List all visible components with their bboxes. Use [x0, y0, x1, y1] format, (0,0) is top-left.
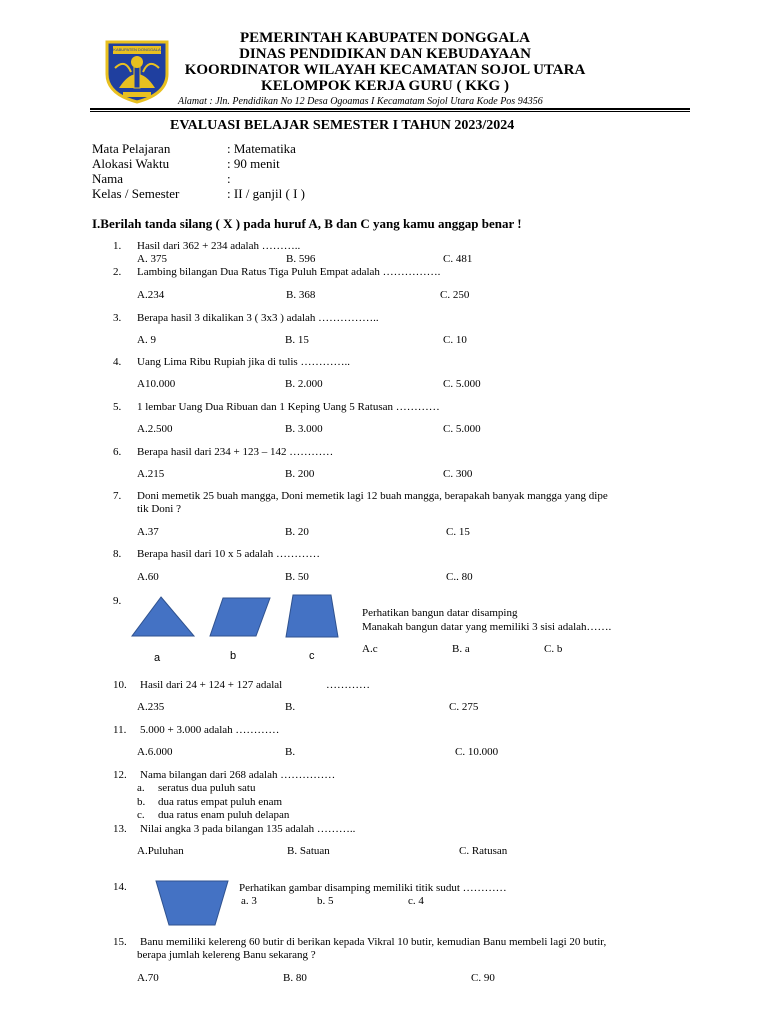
- option-c: C. 15: [446, 526, 470, 538]
- question-text: Banu memiliki kelereng 60 butir di berikan kepada Vikral 10 butir, kemudian Banu membeli lagi 20 butir,: [140, 936, 607, 948]
- option-c: C. 10.000: [455, 746, 499, 758]
- shape-label-a: a: [154, 652, 161, 664]
- option-a: A10.000: [137, 378, 176, 390]
- question-text-tail: …………: [326, 679, 370, 691]
- info-label-class: Kelas / Semester: [92, 186, 180, 201]
- info-value-class: : II / ganjil ( I ): [227, 186, 305, 201]
- option-c: c. 4: [408, 895, 424, 907]
- sub-option-letter: a.: [137, 782, 145, 794]
- parallelogram-shape: [209, 597, 271, 637]
- header-line-2: DINAS PENDIDIKAN DAN KEBUDAYAAN: [239, 46, 531, 62]
- shape-label-c: c: [309, 650, 315, 662]
- question-number: 5.: [113, 401, 122, 413]
- sub-option-text: dua ratus empat puluh enam: [158, 796, 283, 808]
- option-c: C. Ratusan: [459, 845, 508, 857]
- question-number: 13.: [113, 823, 127, 835]
- option-b: B. 2.000: [285, 378, 323, 390]
- option-a: a. 3: [241, 895, 257, 907]
- option-b: B. Satuan: [287, 845, 330, 857]
- option-c: C. 90: [471, 972, 495, 984]
- triangle-shape: [131, 596, 195, 638]
- question-number: 7.: [113, 490, 122, 502]
- question-text: Hasil dari 362 + 234 adalah ………..: [137, 240, 301, 252]
- question-number: 11.: [113, 724, 127, 736]
- option-a: A.215: [137, 468, 165, 480]
- option-c: C. b: [544, 643, 563, 655]
- question-number: 9.: [113, 595, 122, 607]
- trapezoid-shape: [285, 594, 339, 638]
- question-text: Berapa hasil 3 dikalikan 3 ( 3x3 ) adalah ……………..: [137, 312, 379, 324]
- option-a: A. 9: [137, 334, 156, 346]
- question-number: 10.: [113, 679, 127, 691]
- header-line-4: KELOMPOK KERJA GURU ( KKG ): [261, 78, 509, 94]
- question-text-continued: berapa jumlah kelereng Banu sekarang ?: [137, 949, 316, 961]
- info-label-name: Nama: [92, 171, 124, 186]
- question-text-continued: Manakah bangun datar yang memiliki 3 sisi adalah…….: [362, 621, 612, 633]
- option-c: C. 10: [443, 334, 467, 346]
- exam-title: EVALUASI BELAJAR SEMESTER I TAHUN 2023/2024: [170, 118, 515, 133]
- question-number: 6.: [113, 446, 122, 458]
- option-b: B. 596: [286, 253, 316, 265]
- option-c: C. 275: [449, 701, 479, 713]
- option-a: A.2.500: [137, 423, 173, 435]
- option-b: B.: [285, 746, 296, 758]
- question-text: Nilai angka 3 pada bilangan 135 adalah ………..: [140, 823, 356, 835]
- question-text: 1 lembar Uang Dua Ribuan dan 1 Keping Uang 5 Ratusan …………: [137, 401, 440, 413]
- question-text: Berapa hasil dari 234 + 123 – 142 …………: [137, 446, 334, 458]
- question-number: 8.: [113, 548, 122, 560]
- question-number: 3.: [113, 312, 122, 324]
- instruction: I.Berilah tanda silang ( X ) pada huruf A, B dan C yang kamu anggap benar !: [92, 216, 522, 231]
- question-number: 12.: [113, 769, 127, 781]
- question-number: 1.: [113, 240, 122, 252]
- sub-option-text: seratus dua puluh satu: [158, 782, 256, 794]
- question-number: 4.: [113, 356, 122, 368]
- option-b: B. 20: [285, 526, 309, 538]
- option-a: A. 375: [137, 253, 167, 265]
- option-a: A.234: [137, 289, 165, 301]
- option-c: C. 5.000: [443, 423, 481, 435]
- sub-option-letter: c.: [137, 809, 145, 821]
- question-text: Perhatikan bangun datar disamping: [362, 607, 518, 619]
- question-text: Doni memetik 25 buah mangga, Doni memetik lagi 12 buah mangga, berapakah banyak mangga yang dipe: [137, 490, 608, 502]
- option-b: B. 368: [286, 289, 316, 301]
- info-value-time: : 90 menit: [227, 156, 280, 171]
- sub-option-letter: b.: [137, 796, 146, 808]
- question-text: Nama bilangan dari 268 adalah ……………: [140, 769, 336, 781]
- info-label-subject: Mata Pelajaran: [92, 141, 171, 156]
- option-b: B. 3.000: [285, 423, 323, 435]
- sub-option-text: dua ratus enam puluh delapan: [158, 809, 290, 821]
- trapezoid-shape-q14: [155, 880, 229, 926]
- option-b: b. 5: [317, 895, 334, 907]
- option-c: C. 300: [443, 468, 473, 480]
- info-value-name: :: [227, 171, 231, 186]
- option-c: C. 250: [440, 289, 470, 301]
- option-a: A.c: [362, 643, 378, 655]
- option-a: A.70: [137, 972, 159, 984]
- option-b: B. 15: [285, 334, 309, 346]
- logo-text: KABUPATEN DONGGALA: [113, 47, 161, 52]
- question-text: Uang Lima Ribu Rupiah jika di tulis …………..: [137, 356, 350, 368]
- question-text: Berapa hasil dari 10 x 5 adalah …………: [137, 548, 320, 560]
- option-c: C. 481: [443, 253, 473, 265]
- question-text: 5.000 + 3.000 adalah …………: [140, 724, 280, 736]
- option-b: B. a: [452, 643, 470, 655]
- option-a: A.235: [137, 701, 165, 713]
- question-text: Lambing bilangan Dua Ratus Tiga Puluh Empat adalah …………….: [137, 266, 441, 278]
- shape-label-b: b: [230, 650, 237, 662]
- option-c: C. 5.000: [443, 378, 481, 390]
- question-text: Perhatikan gambar disamping memiliki titik sudut …………: [239, 882, 507, 894]
- header-line-1: PEMERINTAH KABUPATEN DONGGALA: [239, 30, 530, 46]
- option-b: B.: [285, 701, 296, 713]
- option-b: B. 200: [285, 468, 315, 480]
- option-a: A.Puluhan: [137, 845, 184, 857]
- header-line-3: KOORDINATOR WILAYAH KECAMATAN SOJOL UTARA: [184, 62, 586, 78]
- option-a: A.60: [137, 571, 159, 583]
- option-c: C.. 80: [446, 571, 473, 583]
- option-a: A.6.000: [137, 746, 173, 758]
- header-divider-thin: [90, 111, 690, 112]
- option-a: A.37: [137, 526, 159, 538]
- option-b: B. 50: [285, 571, 309, 583]
- question-number: 14.: [113, 881, 127, 893]
- option-b: B. 80: [283, 972, 307, 984]
- header-divider: [90, 108, 690, 110]
- question-text-continued: tik Doni ?: [137, 503, 181, 515]
- address: Alamat : Jln. Pendidikan No 12 Desa Ogoamas I Kecamatam Sojol Utara Kode Pos 94356: [178, 96, 543, 107]
- question-number: 2.: [113, 266, 122, 278]
- info-value-subject: : Matematika: [227, 141, 296, 156]
- info-label-time: Alokasi Waktu: [92, 156, 170, 171]
- question-text: Hasil dari 24 + 124 + 127 adalal: [140, 679, 283, 691]
- question-number: 15.: [113, 936, 127, 948]
